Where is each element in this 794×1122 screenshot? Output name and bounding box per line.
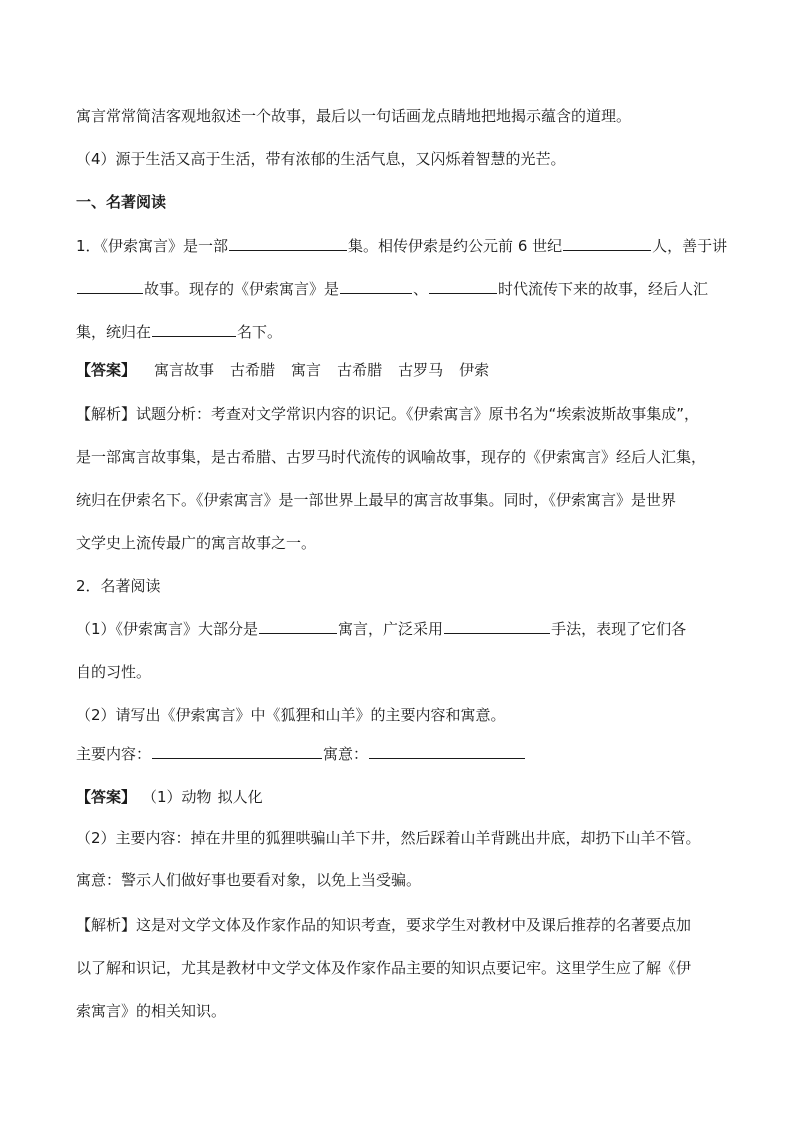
moral-blank[interactable] [369,740,525,759]
q1-analysis-line: 统归在伊索名下。《伊索寓言》是一部世界上最早的寓言故事集。同时，《伊索寓言》是世界 [76,491,677,509]
q2-text: （1）《伊索寓言》大部分是 [76,620,259,638]
answer-item: 古希腊 [337,361,383,379]
q1-text: 名下。 [237,323,283,341]
q1-analysis-line: 文学史上流传最广的寓言故事之一。 [76,534,317,552]
q2-part1 [76,615,736,643]
answer-blank[interactable] [563,232,651,251]
q1-text: 、 [413,280,429,298]
q2-answer-2: （2）主要内容：掉在井里的狐狸哄骗山羊下井，然后踩着山羊背跳出井底，却扔下山羊不管。 [76,829,701,847]
q1-line-3 [76,318,736,346]
q2-title: 2．名著阅读 [76,577,161,595]
answer-item: 拟人化 [217,788,263,806]
q2-answer-3: 寓意：警示人们做好事也要看对象，以免上当受骗。 [76,871,422,889]
answer-item: 古罗马 [398,361,444,379]
q2-text: 手法，表现了它们各 [551,620,687,638]
q1-text: 故事。现存的《伊索寓言》是 [144,280,340,298]
answer-item: （1）动物 [142,788,212,806]
q1-text: 集，统归在 [76,323,152,341]
q2-part2: （2）请写出《伊索寓言》中《狐狸和山羊》的主要内容和寓意。 [76,706,506,724]
q1-text: 时代流传下来的故事，经后人汇 [498,280,709,298]
q1-analysis-line: 【解析】试题分析：考查对文学常识内容的识记。《伊索寓言》原书名为“埃索波斯故事集成”， [76,405,700,423]
q1-line-2 [76,275,736,303]
q2-answer [76,783,736,811]
content-blank[interactable] [152,740,322,759]
answer-label: 【答案】 [76,361,137,379]
q1-text: 人，善于讲 [652,237,728,255]
answer-label: 【答案】 [76,788,137,806]
q1-text: 集。相传伊索是约公元前 6 世纪 [348,237,563,255]
intro-line-2: （4）源于生活又高于生活，带有浓郁的生活气息，又闪烁着智慧的光芒。 [76,150,566,168]
answer-blank[interactable] [152,318,236,337]
answer-item: 寓言故事 [154,361,215,379]
answer-blank[interactable] [229,232,347,251]
q2-text: 寓言，广泛采用 [338,620,444,638]
q1-answer [76,356,736,384]
q2-response-line [76,740,736,768]
moral-label: 寓意： [323,745,369,763]
answer-blank[interactable] [429,275,497,294]
q1-line-1 [76,232,736,260]
q2-analysis-line: 以了解和识记，尤其是教材中文学文体及作家作品主要的知识点要记牢。这里学生应了解《伊 [76,959,692,977]
q1-text: 1．《伊索寓言》是一部 [76,237,229,255]
answer-item: 古希腊 [230,361,276,379]
answer-blank[interactable] [77,275,143,294]
section-heading: 一、名著阅读 [76,193,167,211]
q2-part1-cont: 自的习性。 [76,663,152,681]
q2-analysis-line: 索寓言》的相关知识。 [76,1002,227,1020]
intro-line-1: 寓言常常简洁客观地叙述一个故事，最后以一句话画龙点睛地把地揭示蕴含的道理。 [76,107,632,125]
answer-blank[interactable] [444,615,550,634]
answer-item: 伊索 [459,361,490,379]
answer-blank[interactable] [340,275,412,294]
answer-blank[interactable] [259,615,337,634]
q2-analysis-line: 【解析】这是对文学文体及作家作品的知识考查，要求学生对教材中及课后推荐的名著要点加 [76,916,692,934]
q1-analysis-line: 是一部寓言故事集，是古希腊、古罗马时代流传的讽喻故事，现存的《伊索寓言》经后人汇集， [76,448,707,466]
content-label: 主要内容： [76,745,152,763]
answer-item: 寓言 [291,361,322,379]
